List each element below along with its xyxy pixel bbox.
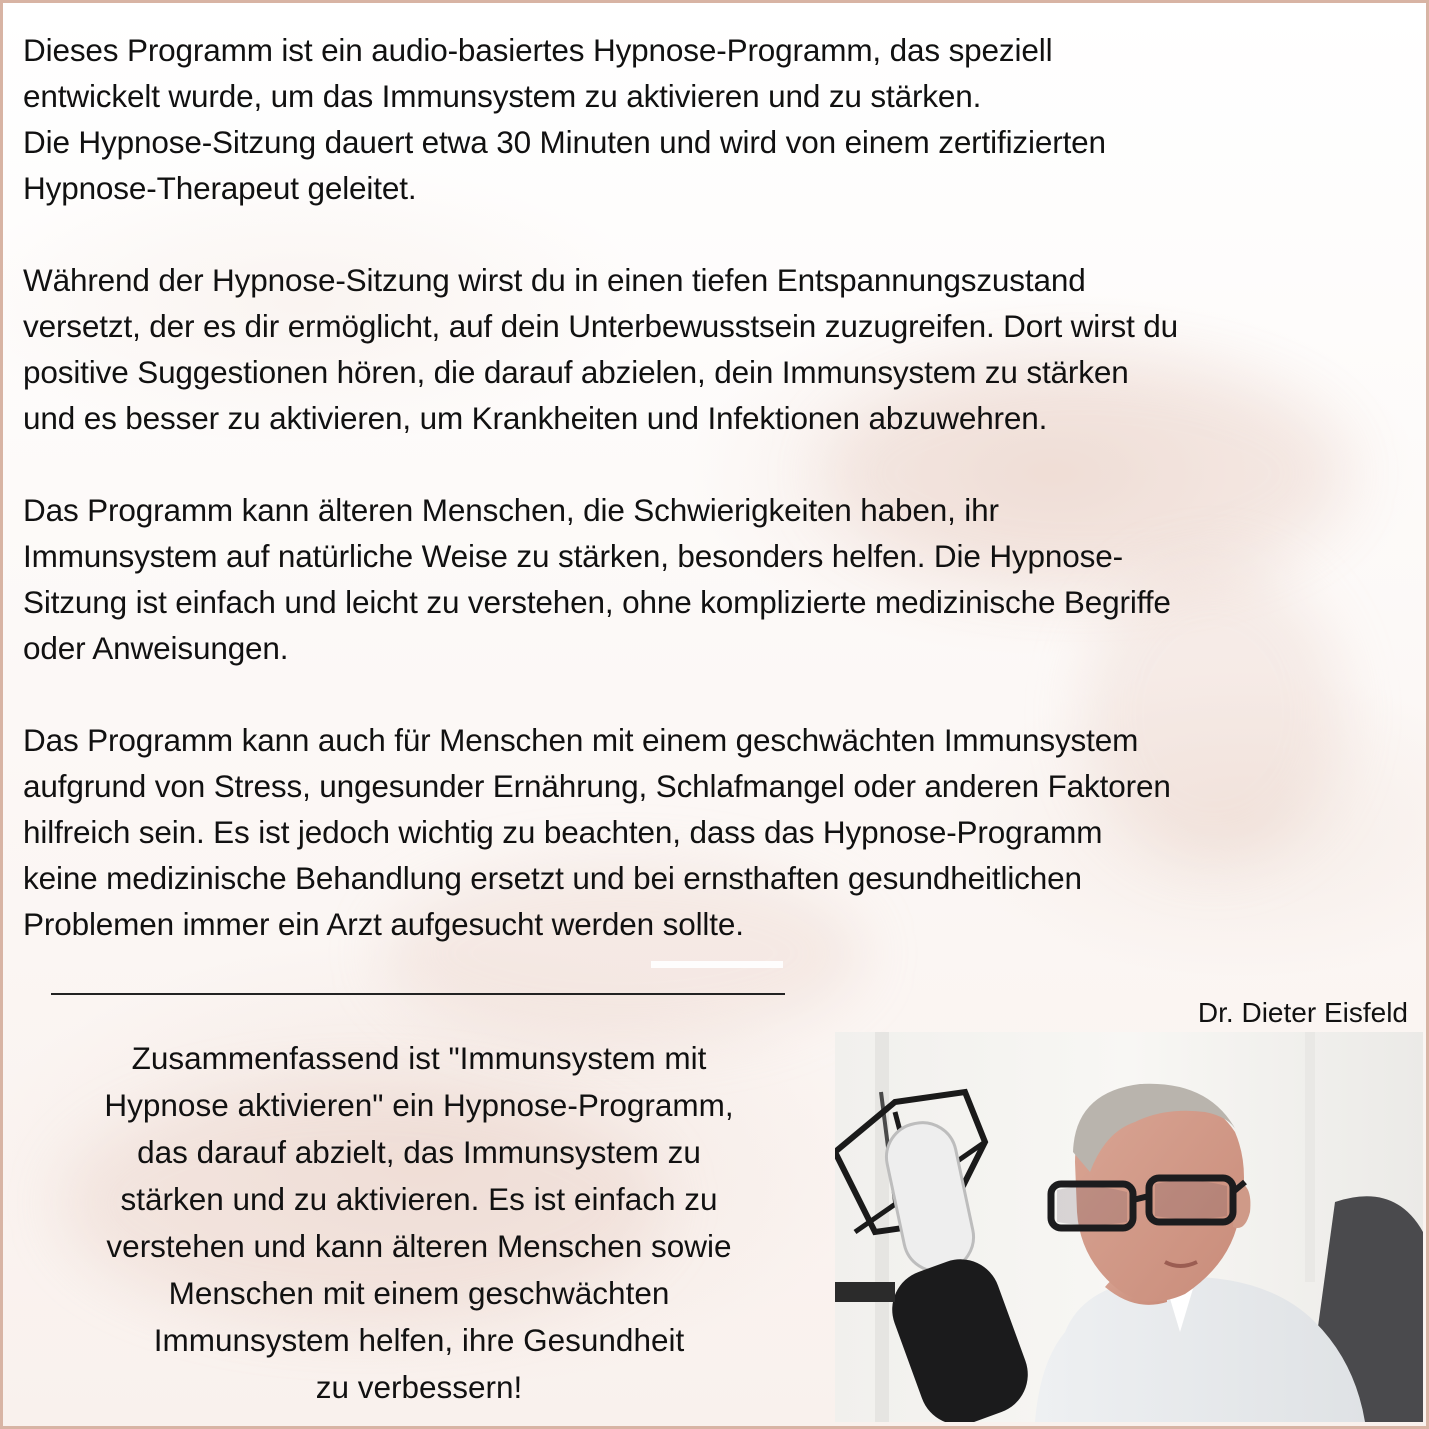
paragraph — [23, 487, 1418, 671]
text-line: und es besser zu aktivieren, um Krankheiten und Infektionen abzuwehren. — [23, 400, 1048, 436]
text-line: Das Programm kann auch für Menschen mit einem geschwächten Immunsystem — [23, 722, 1139, 758]
text-line: Die Hypnose-Sitzung dauert etwa 30 Minuten und wird von einem zertifizierten — [23, 124, 1106, 160]
text-line: Immunsystem auf natürliche Weise zu stärken, besonders helfen. Die Hypnose- — [23, 538, 1123, 574]
text-line: keine medizinische Behandlung ersetzt und bei ernsthaften gesundheitlichen — [23, 860, 1082, 896]
text-line: hilfreich sein. Es ist jedoch wichtig zu beachten, dass das Hypnose-Programm — [23, 814, 1103, 850]
body-text — [23, 27, 1418, 993]
text-line: Hypnose-Therapeut geleitet. — [23, 170, 417, 206]
decorative-bar — [651, 961, 783, 968]
text-line: Sitzung ist einfach und leicht zu verstehen, ohne komplizierte medizinische Begriffe — [23, 584, 1171, 620]
paragraph — [23, 717, 1418, 947]
author-name: Dr. Dieter Eisfeld — [1197, 997, 1408, 1028]
summary-text — [23, 1035, 815, 1411]
summary-line: zu verbessern! — [315, 1369, 523, 1405]
paragraph — [23, 257, 1418, 441]
divider-line — [51, 993, 785, 995]
paragraph — [23, 27, 1418, 211]
text-line: aufgrund von Stress, ungesunder Ernährung, Schlafmangel oder anderen Faktoren — [23, 768, 1171, 804]
text-line: entwickelt wurde, um das Immunsystem zu aktivieren und zu stärken. — [23, 78, 982, 114]
summary-line: Zusammenfassend ist "Immunsystem mit — [131, 1040, 707, 1076]
summary-line: stärken und zu aktivieren. Es ist einfach zu — [120, 1181, 718, 1217]
text-line: positive Suggestionen hören, die darauf abzielen, dein Immunsystem zu stärken — [23, 354, 1129, 390]
text-line: oder Anweisungen. — [23, 630, 289, 666]
author-photo — [835, 1032, 1423, 1422]
summary-line: verstehen und kann älteren Menschen sowie — [106, 1228, 732, 1264]
text-line: Während der Hypnose-Sitzung wirst du in einen tiefen Entspannungszustand — [23, 262, 1086, 298]
text-line: Das Programm kann älteren Menschen, die Schwierigkeiten haben, ihr — [23, 492, 999, 528]
text-line: Dieses Programm ist ein audio-basiertes Hypnose-Programm, das speziell — [23, 32, 1053, 68]
summary-line: das darauf abzielt, das Immunsystem zu — [137, 1134, 701, 1170]
text-line: versetzt, der es dir ermöglicht, auf dein Unterbewusstsein zuzugreifen. Dort wirst du — [23, 308, 1179, 344]
summary-line: Immunsystem helfen, ihre Gesundheit — [153, 1322, 685, 1358]
summary-line: Menschen mit einem geschwächten — [168, 1275, 670, 1311]
text-line: Problemen immer ein Arzt aufgesucht werden sollte. — [23, 906, 744, 942]
summary-line: Hypnose aktivieren" ein Hypnose-Programm, — [104, 1087, 734, 1123]
author-photo-illustration — [835, 1032, 1423, 1422]
